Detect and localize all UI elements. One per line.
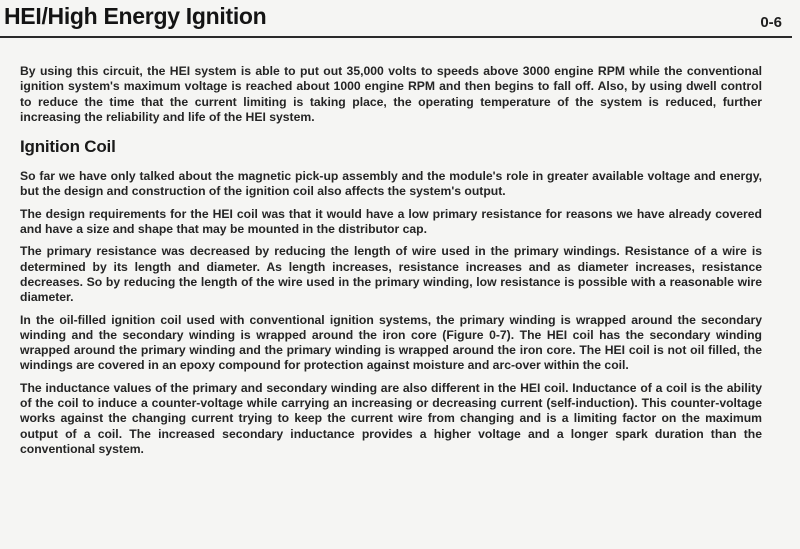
page-number: 0-6 xyxy=(760,14,782,31)
section-paragraph: The inductance values of the primary and secondary winding are also different in the HEI coil. Inductance of a coil is the ability of the coil to induce a counter-voltage while carrying an increasing or decreasing current (self-induction). This counter-voltage works against the changing current trying to keep the current wire from changing and is a limiting factor on the maximum output of a coil. The increased secondary inductance provides a higher voltage and a longer spark duration than the conventional system. xyxy=(20,380,762,456)
section-paragraph: The primary resistance was decreased by reducing the length of wire used in the primary windings. Resistance of a wire is determined by its length and diameter. As length increases, resistance increases and as diameter increases, resistance decreases. So by reducing the length of the wire used in the primary winding, low resistance is possible with a reasonable wire diameter. xyxy=(20,244,762,305)
page-header xyxy=(0,0,800,40)
document-body xyxy=(20,64,762,464)
section-paragraph: The design requirements for the HEI coil was that it would have a low primary resistance for reasons we have already covered and have a size and shape that may be mounted in the distributor cap. xyxy=(20,206,762,237)
header-divider xyxy=(0,36,792,38)
page-title: HEI/High Energy Ignition xyxy=(4,3,267,29)
intro-paragraph: By using this circuit, the HEI system is able to put out 35,000 volts to speeds above 3000 engine RPM while the conventional ignition system's maximum voltage is reached about 1000 engine RPM and then begins to fall off. Also, by using dwell control to reduce the time that the current limiting is taking place, the operating temperature of the system is reduced, further increasing the reliability and life of the HEI system. xyxy=(20,64,762,124)
section-paragraph: So far we have only talked about the magnetic pick-up assembly and the module's role in greater available voltage and energy, but the design and construction of the ignition coil also affects the system's output. xyxy=(20,169,762,199)
section-heading: Ignition Coil xyxy=(20,137,116,157)
section-paragraph: In the oil-filled ignition coil used with conventional ignition systems, the primary winding is wrapped around the secondary winding and the secondary winding is wrapped around the iron core (Figure 0-7). The HEI coil has the secondary winding wrapped around the primary winding and the primary winding is wrapped around the iron core. The HEI coil is not oil filled, the windings are covered in an epoxy compound for protection against moisture and arc-over within the coil. xyxy=(20,312,762,373)
